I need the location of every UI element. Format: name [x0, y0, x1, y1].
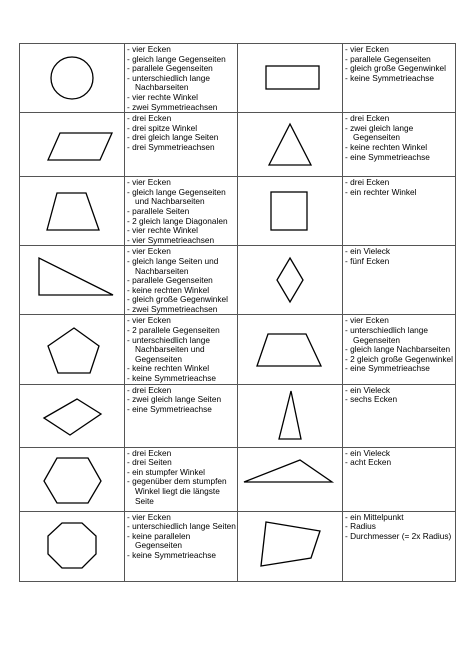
list-item: - vier Ecken	[127, 178, 237, 188]
list-item: - vier Ecken	[127, 316, 237, 326]
properties-list	[343, 448, 455, 468]
properties-cell	[125, 44, 238, 113]
list-item: - drei Ecken	[345, 114, 455, 124]
list-item: - keine rechten Winkel	[127, 364, 237, 374]
properties-cell	[343, 177, 456, 246]
table-row	[20, 511, 456, 581]
list-item: - eine Symmetrieachse	[345, 364, 455, 374]
hexagon-shape	[22, 448, 122, 510]
kite-shape	[22, 385, 122, 447]
properties-list	[343, 246, 455, 266]
list-item: - gleich große Gegenwinkel	[127, 295, 237, 305]
list-item: - zwei gleich lange Seiten	[127, 395, 237, 405]
table-row	[20, 113, 456, 177]
table-row	[20, 384, 456, 447]
list-item: - parallele Gegenseiten	[345, 55, 455, 65]
list-item: - keine rechten Winkel	[345, 143, 455, 153]
list-item: - gleich lange Gegenseiten und Nachbarseiten	[127, 188, 237, 207]
shape-cell	[20, 113, 125, 177]
properties-cell	[125, 246, 238, 315]
list-item: - ein Vieleck	[345, 247, 455, 257]
list-item: - ein rechter Winkel	[345, 188, 455, 198]
properties-cell	[125, 315, 238, 384]
properties-list	[125, 113, 237, 152]
properties-list	[125, 448, 237, 507]
shape-cell	[238, 447, 343, 511]
table-row	[20, 177, 456, 246]
shape-cell	[238, 384, 343, 447]
list-item: - unterschiedlich lange Seiten	[127, 522, 237, 532]
shape-cell	[20, 384, 125, 447]
list-item: - keine parallelen Gegenseiten	[127, 532, 237, 551]
list-item: - Radius	[345, 522, 455, 532]
list-item: - drei Ecken	[127, 449, 237, 459]
properties-cell	[343, 246, 456, 315]
list-item: - 2 gleich lange Diagonalen	[127, 217, 237, 227]
properties-list	[125, 385, 237, 415]
list-item: - zwei gleich lange Gegenseiten	[345, 124, 455, 143]
properties-cell	[125, 511, 238, 581]
list-item: - gegenüber dem stumpfen Winkel liegt die längste Seite	[127, 477, 237, 506]
pentagon-shape	[22, 320, 122, 380]
shape-cell	[238, 315, 343, 384]
list-item: - vier rechte Winkel	[127, 93, 237, 103]
properties-cell	[343, 384, 456, 447]
list-item: - keine rechten Winkel	[127, 286, 237, 296]
list-item: - ein Vieleck	[345, 386, 455, 396]
properties-list	[343, 177, 455, 197]
properties-cell	[125, 177, 238, 246]
list-item: - sechs Ecken	[345, 395, 455, 405]
list-item: - ein Vieleck	[345, 449, 455, 459]
list-item: - vier Symmetrieachsen	[127, 236, 237, 246]
list-item: - unterschiedlich lange Nachbarseiten und Gegenseiten	[127, 336, 237, 365]
quadrilateral-shape	[240, 320, 340, 380]
table-row	[20, 315, 456, 384]
list-item: - vier Ecken	[127, 45, 237, 55]
properties-list	[343, 113, 455, 162]
properties-list	[343, 385, 455, 405]
list-item: - unterschiedlich lange Nachbarseiten	[127, 74, 237, 93]
shape-cell	[238, 511, 343, 581]
properties-list	[343, 512, 455, 542]
parallelogram-shape	[22, 114, 122, 176]
list-item: - zwei Symmetrieachsen	[127, 305, 237, 315]
list-item: - 2 parallele Gegenseiten	[127, 326, 237, 336]
rectangle-shape	[240, 47, 340, 109]
obtuse-triangle-shape	[240, 448, 340, 510]
properties-cell	[343, 447, 456, 511]
circle-shape	[22, 47, 122, 109]
list-item: - parallele Gegenseiten	[127, 64, 237, 74]
properties-cell	[343, 315, 456, 384]
properties-cell	[343, 113, 456, 177]
list-item: - vier Ecken	[127, 513, 237, 523]
list-item: - drei Ecken	[345, 178, 455, 188]
list-item: - 2 gleich große Gegenwinkel	[345, 355, 455, 365]
list-item: - unterschiedlich lange Gegenseiten	[345, 326, 455, 345]
list-item: - keine Symmetrieachse	[127, 551, 237, 561]
isosceles-triangle-shape	[240, 114, 340, 176]
shape-cell	[238, 246, 343, 315]
octagon-shape	[22, 512, 122, 580]
rhombus-shape	[240, 248, 340, 312]
list-item: - ein stumpfer Winkel	[127, 468, 237, 478]
shape-cell	[238, 177, 343, 246]
list-item: - parallele Seiten	[127, 207, 237, 217]
properties-list	[343, 315, 455, 374]
list-item: - gleich lange Nachbarseiten	[345, 345, 455, 355]
list-item: - gleich lange Gegenseiten	[127, 55, 237, 65]
list-item: - fünf Ecken	[345, 257, 455, 267]
list-item: - parallele Gegenseiten	[127, 276, 237, 286]
list-item: - drei gleich lange Seiten	[127, 133, 237, 143]
shape-cell	[20, 315, 125, 384]
table-row	[20, 44, 456, 113]
shape-cell	[20, 447, 125, 511]
shape-cell	[238, 113, 343, 177]
shape-cell	[20, 177, 125, 246]
properties-list	[125, 177, 237, 245]
list-item: - drei Ecken	[127, 386, 237, 396]
list-item: - zwei Symmetrieachsen	[127, 103, 237, 113]
properties-list	[125, 246, 237, 314]
list-item: - keine Symmetrieachse	[127, 374, 237, 384]
list-item: - drei Symmetrieachsen	[127, 143, 237, 153]
list-item: - vier Ecken	[127, 247, 237, 257]
properties-cell	[125, 113, 238, 177]
properties-cell	[125, 384, 238, 447]
list-item: - ein Mittelpunkt	[345, 513, 455, 523]
list-item: - eine Symmetrieachse	[345, 153, 455, 163]
list-item: - vier Ecken	[345, 45, 455, 55]
properties-list	[125, 44, 237, 112]
shape-cell	[20, 44, 125, 113]
list-item: - vier rechte Winkel	[127, 226, 237, 236]
properties-list	[125, 315, 237, 383]
shape-cell	[20, 246, 125, 315]
tall-triangle-shape	[240, 385, 340, 447]
shape-cell	[20, 511, 125, 581]
shapes-worksheet-table	[19, 43, 456, 582]
properties-cell	[343, 511, 456, 581]
list-item: - eine Symmetrieachse	[127, 405, 237, 415]
list-item: - gleich lange Seiten und Nachbarseiten	[127, 257, 237, 276]
list-item: - drei spitze Winkel	[127, 124, 237, 134]
list-item: - Durchmesser (= 2x Radius)	[345, 532, 455, 542]
list-item: - acht Ecken	[345, 458, 455, 468]
list-item: - drei Ecken	[127, 114, 237, 124]
right-triangle-shape	[22, 248, 122, 312]
table-row	[20, 447, 456, 511]
square-shape	[240, 180, 340, 242]
list-item: - drei Seiten	[127, 458, 237, 468]
table-row	[20, 246, 456, 315]
irregular-quadrilateral-shape	[240, 512, 340, 580]
properties-cell	[125, 447, 238, 511]
properties-list	[343, 44, 455, 83]
properties-cell	[343, 44, 456, 113]
shape-cell	[238, 44, 343, 113]
list-item: - keine Symmetrieachse	[345, 74, 455, 84]
list-item: - vier Ecken	[345, 316, 455, 326]
trapezoid-shape	[22, 180, 122, 242]
properties-list	[125, 512, 237, 561]
list-item: - gleich große Gegenwinkel	[345, 64, 455, 74]
